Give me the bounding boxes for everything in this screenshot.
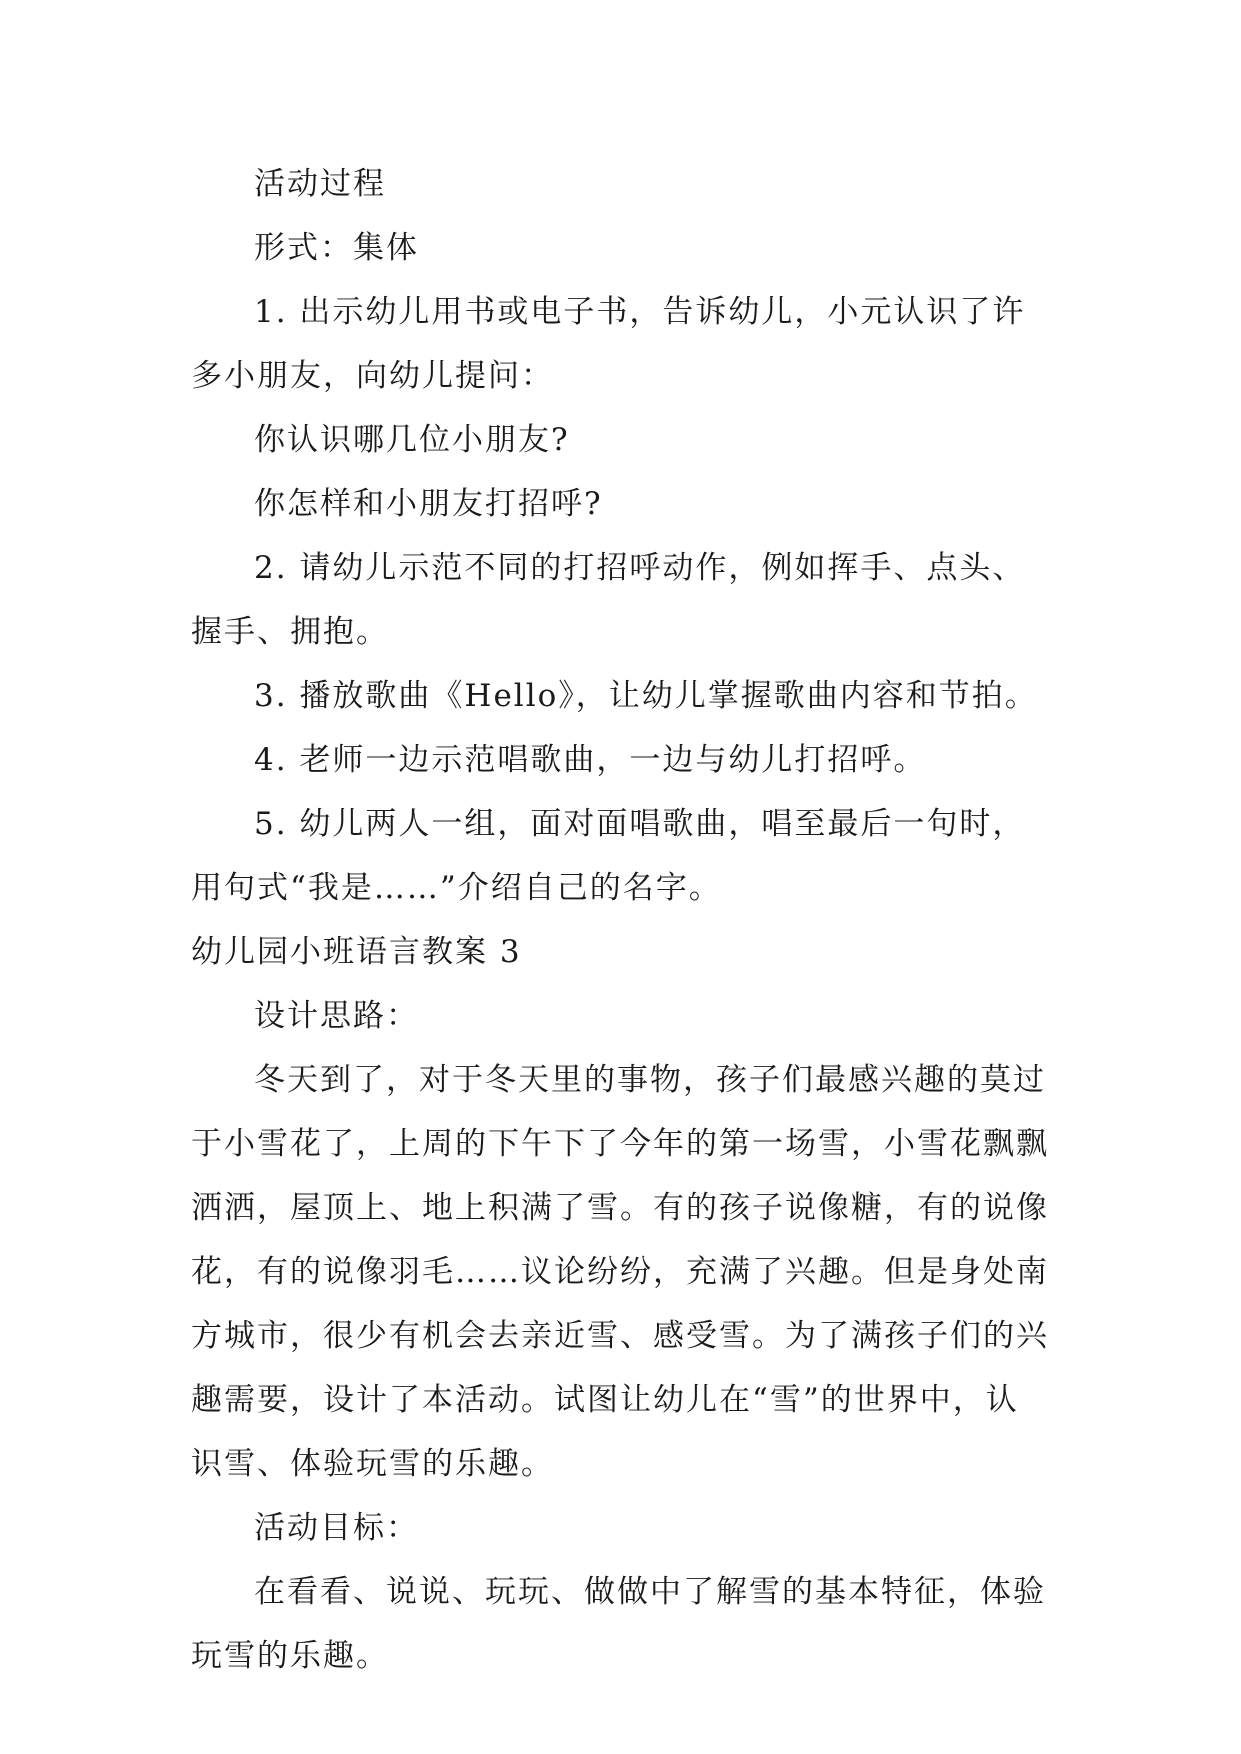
design-paragraph bbox=[191, 1048, 1051, 1496]
paragraph-line: 5. 幼儿两人一组，面对面唱歌曲，唱至最后一句时， bbox=[254, 806, 1026, 842]
goal-paragraph bbox=[191, 1560, 1051, 1688]
paragraph-line: 多小朋友，向幼儿提问： bbox=[191, 358, 554, 394]
paragraph-line: 花，有的说像羽毛……议论纷纷，充满了兴趣。但是身处南 bbox=[191, 1254, 1049, 1290]
paragraph-line: 在看看、说说、玩玩、做做中了解雪的基本特征，体验 bbox=[254, 1574, 1046, 1610]
design-label: 设计思路： bbox=[254, 998, 419, 1034]
lesson-title: 幼儿园小班语言教案 3 bbox=[191, 934, 522, 970]
step-5-paragraph bbox=[191, 792, 1051, 920]
question-1: 你认识哪几位小朋友? bbox=[254, 422, 570, 458]
paragraph-line: 用句式“我是……”介绍自己的名字。 bbox=[191, 870, 722, 906]
step-1-paragraph bbox=[191, 280, 1051, 408]
paragraph-line: 玩雪的乐趣。 bbox=[191, 1638, 389, 1674]
paragraph-line: 洒洒，屋顶上、地上积满了雪。有的孩子说像糖，有的说像 bbox=[191, 1190, 1049, 1226]
form-label: 形式：集体 bbox=[254, 230, 419, 266]
paragraph-line: 2. 请幼儿示范不同的打招呼动作，例如挥手、点头、 bbox=[254, 550, 1026, 586]
step-2-paragraph bbox=[191, 536, 1051, 664]
paragraph-line: 于小雪花了，上周的下午下了今年的第一场雪，小雪花飘飘 bbox=[191, 1126, 1049, 1162]
paragraph-line: 趣需要，设计了本活动。试图让幼儿在“雪”的世界中，认 bbox=[191, 1382, 1019, 1418]
paragraph-line: 1. 出示幼儿用书或电子书，告诉幼儿，小元认识了许 bbox=[254, 294, 1026, 330]
goal-label: 活动目标： bbox=[254, 1510, 419, 1546]
question-2: 你怎样和小朋友打招呼? bbox=[254, 486, 603, 522]
paragraph-line: 冬天到了，对于冬天里的事物，孩子们最感兴趣的莫过 bbox=[254, 1062, 1046, 1098]
section-heading-activity-process: 活动过程 bbox=[254, 166, 386, 202]
step-4-paragraph: 4. 老师一边示范唱歌曲，一边与幼儿打招呼。 bbox=[254, 742, 927, 778]
step-3-paragraph: 3. 播放歌曲《Hello》，让幼儿掌握歌曲内容和节拍。 bbox=[254, 678, 1038, 714]
document-body bbox=[191, 152, 1051, 1688]
paragraph-line: 方城市，很少有机会去亲近雪、感受雪。为了满孩子们的兴 bbox=[191, 1318, 1049, 1354]
paragraph-line: 握手、拥抱。 bbox=[191, 614, 389, 650]
paragraph-line: 识雪、体验玩雪的乐趣。 bbox=[191, 1446, 554, 1482]
